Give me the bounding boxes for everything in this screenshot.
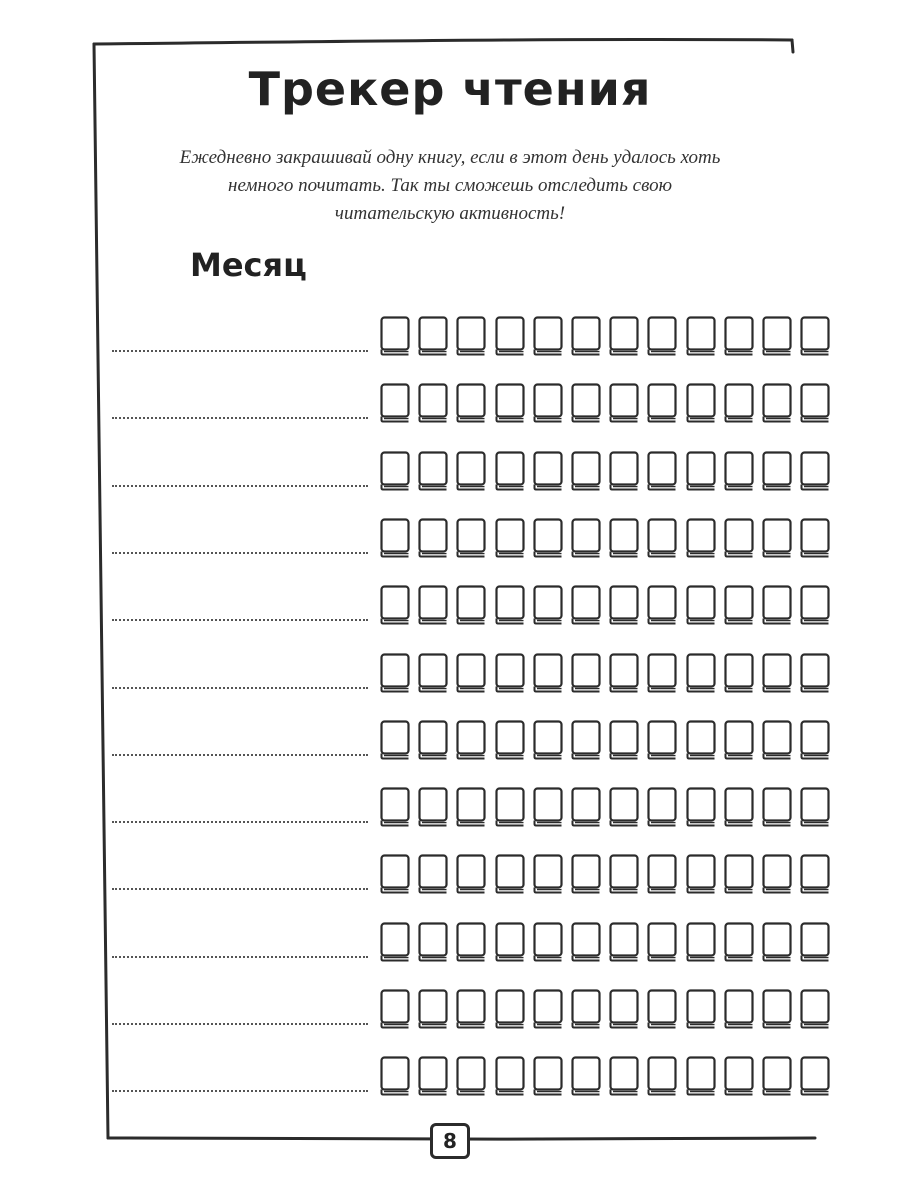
book-icon[interactable] xyxy=(800,922,830,962)
book-icon[interactable] xyxy=(800,854,830,894)
book-icon[interactable] xyxy=(724,653,754,693)
tracker-row xyxy=(112,316,832,356)
book-icon[interactable] xyxy=(456,854,486,894)
book-icon[interactable] xyxy=(571,989,601,1029)
book-icon[interactable] xyxy=(800,787,830,827)
book-icon[interactable] xyxy=(647,653,677,693)
book-icon[interactable] xyxy=(686,922,716,962)
book-icon[interactable] xyxy=(533,451,563,491)
book-icon[interactable] xyxy=(533,518,563,558)
book-icon[interactable] xyxy=(724,1056,754,1096)
book-icon[interactable] xyxy=(456,518,486,558)
book-icon[interactable] xyxy=(686,653,716,693)
page-title: Трекер чтения xyxy=(248,62,652,116)
book-icon[interactable] xyxy=(724,989,754,1029)
book-icon[interactable] xyxy=(495,653,525,693)
book-icon[interactable] xyxy=(686,383,716,423)
tracker-row xyxy=(112,854,832,894)
book-icon[interactable] xyxy=(686,854,716,894)
book-icon[interactable] xyxy=(724,383,754,423)
month-name-line[interactable] xyxy=(112,888,368,890)
book-icon[interactable] xyxy=(647,922,677,962)
month-label: Месяц xyxy=(190,246,307,284)
book-icon[interactable] xyxy=(571,854,601,894)
book-icon[interactable] xyxy=(571,383,601,423)
book-icon[interactable] xyxy=(418,989,448,1029)
book-icon[interactable] xyxy=(724,518,754,558)
book-icon[interactable] xyxy=(724,316,754,356)
book-icon[interactable] xyxy=(533,1056,563,1096)
book-icon[interactable] xyxy=(418,451,448,491)
book-icon[interactable] xyxy=(380,989,410,1029)
book-icon[interactable] xyxy=(380,451,410,491)
book-icon[interactable] xyxy=(380,585,410,625)
book-icon[interactable] xyxy=(456,787,486,827)
book-icon[interactable] xyxy=(762,1056,792,1096)
book-icon[interactable] xyxy=(647,316,677,356)
book-icon[interactable] xyxy=(762,653,792,693)
book-icon[interactable] xyxy=(762,383,792,423)
book-icon[interactable] xyxy=(647,518,677,558)
book-icon[interactable] xyxy=(456,316,486,356)
book-icon[interactable] xyxy=(762,854,792,894)
book-icon[interactable] xyxy=(609,383,639,423)
book-icon[interactable] xyxy=(609,451,639,491)
book-icon[interactable] xyxy=(456,653,486,693)
book-icon[interactable] xyxy=(724,787,754,827)
book-icon[interactable] xyxy=(571,451,601,491)
book-icon[interactable] xyxy=(533,316,563,356)
book-icon[interactable] xyxy=(418,854,448,894)
book-icon[interactable] xyxy=(380,316,410,356)
book-icon[interactable] xyxy=(647,1056,677,1096)
tracker-row xyxy=(112,989,832,1029)
book-icon[interactable] xyxy=(609,922,639,962)
tracker-row xyxy=(112,518,832,558)
book-icon[interactable] xyxy=(800,383,830,423)
month-name-line[interactable] xyxy=(112,485,368,487)
book-icon[interactable] xyxy=(647,451,677,491)
book-icon[interactable] xyxy=(418,383,448,423)
book-icon[interactable] xyxy=(609,518,639,558)
book-icon[interactable] xyxy=(800,518,830,558)
book-icon[interactable] xyxy=(686,787,716,827)
book-icon[interactable] xyxy=(456,585,486,625)
tracker-row xyxy=(112,922,832,962)
month-name-line[interactable] xyxy=(112,350,368,352)
month-name-line[interactable] xyxy=(112,552,368,554)
book-icon[interactable] xyxy=(380,1056,410,1096)
tracker-row xyxy=(112,653,832,693)
book-icon[interactable] xyxy=(800,653,830,693)
book-icon[interactable] xyxy=(724,451,754,491)
book-icon[interactable] xyxy=(762,585,792,625)
book-icon[interactable] xyxy=(571,585,601,625)
book-icon[interactable] xyxy=(724,720,754,760)
book-icon[interactable] xyxy=(533,383,563,423)
book-icon[interactable] xyxy=(762,922,792,962)
book-icon[interactable] xyxy=(571,787,601,827)
month-name-line[interactable] xyxy=(112,619,368,621)
book-icon[interactable] xyxy=(418,518,448,558)
book-icon[interactable] xyxy=(495,787,525,827)
book-icon[interactable] xyxy=(762,989,792,1029)
book-icon[interactable] xyxy=(456,720,486,760)
book-icon[interactable] xyxy=(724,585,754,625)
book-icon[interactable] xyxy=(686,316,716,356)
book-icon[interactable] xyxy=(495,720,525,760)
tracker-row xyxy=(112,585,832,625)
book-icon[interactable] xyxy=(762,720,792,760)
book-icon[interactable] xyxy=(647,787,677,827)
month-name-line[interactable] xyxy=(112,1090,368,1092)
book-icon[interactable] xyxy=(647,854,677,894)
book-icon[interactable] xyxy=(571,653,601,693)
tracker-row xyxy=(112,787,832,827)
book-icon[interactable] xyxy=(495,383,525,423)
book-icon[interactable] xyxy=(495,1056,525,1096)
book-icon[interactable] xyxy=(495,854,525,894)
book-icon[interactable] xyxy=(609,316,639,356)
book-icon[interactable] xyxy=(418,787,448,827)
book-icon[interactable] xyxy=(724,854,754,894)
book-icon[interactable] xyxy=(686,518,716,558)
book-icon[interactable] xyxy=(418,316,448,356)
book-icon[interactable] xyxy=(762,316,792,356)
book-icon[interactable] xyxy=(533,922,563,962)
book-icon[interactable] xyxy=(571,518,601,558)
book-icon[interactable] xyxy=(533,854,563,894)
book-icon[interactable] xyxy=(380,854,410,894)
book-icon[interactable] xyxy=(380,383,410,423)
book-icon[interactable] xyxy=(609,653,639,693)
book-icon[interactable] xyxy=(533,720,563,760)
book-icon[interactable] xyxy=(686,585,716,625)
book-icon[interactable] xyxy=(800,585,830,625)
book-icon[interactable] xyxy=(800,720,830,760)
book-icon[interactable] xyxy=(533,585,563,625)
book-icon[interactable] xyxy=(456,922,486,962)
book-icon[interactable] xyxy=(533,653,563,693)
book-icon[interactable] xyxy=(495,518,525,558)
month-name-line[interactable] xyxy=(112,417,368,419)
book-icon[interactable] xyxy=(380,922,410,962)
book-icon[interactable] xyxy=(380,518,410,558)
tracker-row xyxy=(112,720,832,760)
book-icon[interactable] xyxy=(571,720,601,760)
book-icon[interactable] xyxy=(647,383,677,423)
tracker-row xyxy=(112,451,832,491)
book-icon[interactable] xyxy=(762,451,792,491)
book-icon[interactable] xyxy=(686,989,716,1029)
tracker-row xyxy=(112,383,832,423)
book-icon[interactable] xyxy=(571,316,601,356)
book-icon[interactable] xyxy=(609,1056,639,1096)
book-icon[interactable] xyxy=(800,1056,830,1096)
book-icon[interactable] xyxy=(418,922,448,962)
instructions-line: Ежедневно закрашивай одну книгу, если в этот день удалось хоть xyxy=(179,147,721,168)
book-icon[interactable] xyxy=(800,316,830,356)
book-icon[interactable] xyxy=(456,989,486,1029)
book-icon[interactable] xyxy=(418,1056,448,1096)
book-icon[interactable] xyxy=(686,720,716,760)
month-name-line[interactable] xyxy=(112,821,368,823)
book-icon[interactable] xyxy=(380,787,410,827)
book-icon[interactable] xyxy=(609,720,639,760)
book-icon[interactable] xyxy=(418,653,448,693)
book-icon[interactable] xyxy=(571,922,601,962)
instructions-line: немного почитать. Так ты сможешь отследить свою xyxy=(228,175,672,196)
book-icon[interactable] xyxy=(609,989,639,1029)
book-icon[interactable] xyxy=(495,451,525,491)
book-icon[interactable] xyxy=(533,787,563,827)
book-icon[interactable] xyxy=(456,383,486,423)
book-icon[interactable] xyxy=(609,787,639,827)
book-icon[interactable] xyxy=(380,720,410,760)
book-icon[interactable] xyxy=(456,451,486,491)
book-icon[interactable] xyxy=(380,653,410,693)
book-icon[interactable] xyxy=(418,720,448,760)
book-icon[interactable] xyxy=(686,451,716,491)
book-icon[interactable] xyxy=(647,585,677,625)
book-icon[interactable] xyxy=(456,1056,486,1096)
tracker-row xyxy=(112,1056,832,1096)
book-icon[interactable] xyxy=(686,1056,716,1096)
instructions-line: читательскую активность! xyxy=(334,203,566,224)
month-name-line[interactable] xyxy=(112,754,368,756)
book-icon[interactable] xyxy=(533,989,563,1029)
book-icon[interactable] xyxy=(647,989,677,1029)
month-name-line[interactable] xyxy=(112,687,368,689)
book-icon[interactable] xyxy=(647,720,677,760)
book-icon[interactable] xyxy=(762,787,792,827)
book-icon[interactable] xyxy=(609,585,639,625)
book-icon[interactable] xyxy=(724,922,754,962)
book-icon[interactable] xyxy=(495,585,525,625)
book-icon[interactable] xyxy=(609,854,639,894)
book-icon[interactable] xyxy=(418,585,448,625)
book-icon[interactable] xyxy=(495,922,525,962)
month-name-line[interactable] xyxy=(112,1023,368,1025)
month-name-line[interactable] xyxy=(112,956,368,958)
book-icon[interactable] xyxy=(571,1056,601,1096)
book-icon[interactable] xyxy=(762,518,792,558)
book-icon[interactable] xyxy=(495,989,525,1029)
page-number: 8 xyxy=(430,1123,470,1159)
book-icon[interactable] xyxy=(800,451,830,491)
book-icon[interactable] xyxy=(495,316,525,356)
book-icon[interactable] xyxy=(800,989,830,1029)
